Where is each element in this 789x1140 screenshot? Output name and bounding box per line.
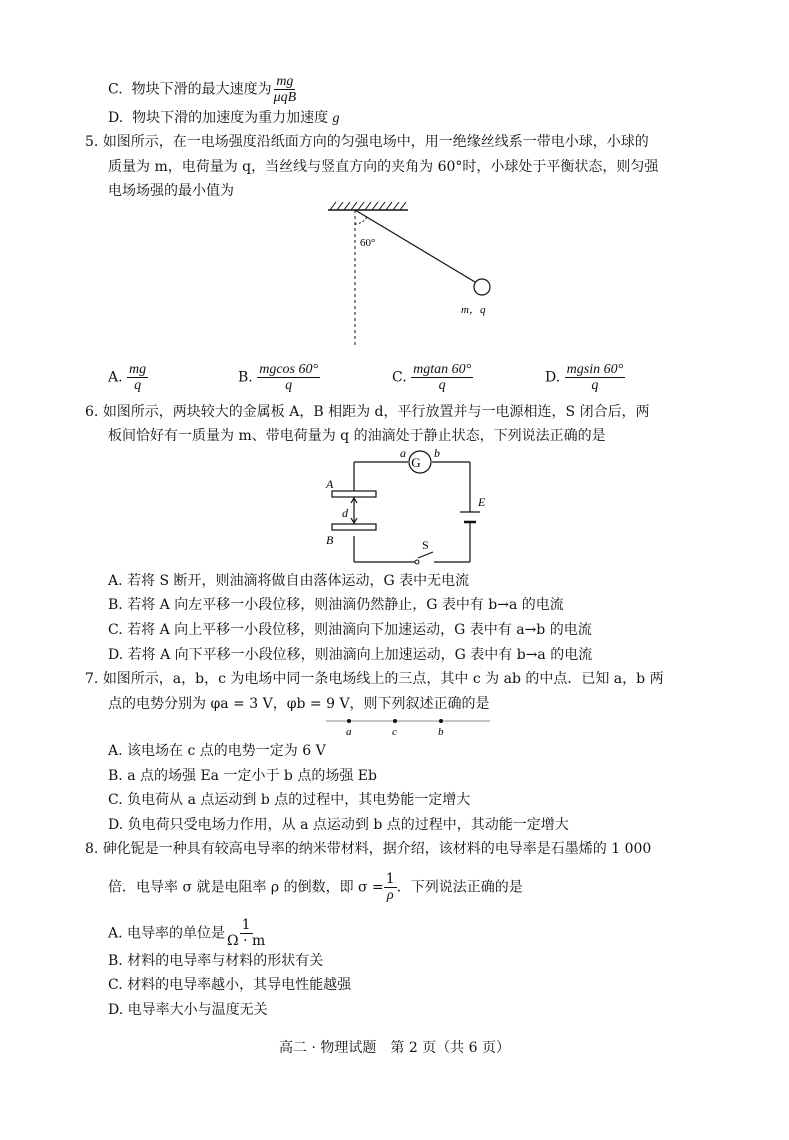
q8-option-c: C. 材料的电导率越小，其导电性能越强: [108, 977, 352, 993]
q5-option-a: A. $\frac{mg}{q}$: [108, 362, 147, 393]
q6-circuit-figure: [322, 446, 492, 566]
q5-pendulum-figure: [320, 200, 520, 350]
q8-option-b: B. 材料的电导率与材料的形状有关: [108, 953, 324, 969]
q8-stem-line1: 8. 砷化铌是一种具有较高电导率的纳米带材料，据介绍，该材料的电导率是石墨烯的 1 000: [85, 841, 652, 857]
q5-option-d: D. $\frac{mgsin 60^\circ}{q}$: [545, 362, 624, 393]
svg-text:b: b: [434, 446, 440, 460]
q6-galvanometer-label: G: [411, 455, 421, 470]
q6-option-c: C. 若将 A 向上平移一小段位移，则油滴向下加速运动，G 表中有 a→b 的电流: [108, 622, 592, 638]
q5-stem-line1: 5. 如图所示，在一电场强度沿纸面方向的匀强电场中，用一绝缘丝线系一带电小球，小球的: [85, 134, 649, 150]
svg-text:c: c: [392, 726, 397, 738]
q8-stem-line2: 倍．电导率 σ 就是电阻率 ρ 的倒数，即 σ = $\frac{1}{\rho}$ ．下列说法正确的是: [108, 871, 523, 903]
svg-text:a: a: [400, 446, 406, 460]
svg-text:a: a: [346, 726, 352, 738]
q5-angle-label: 60°: [360, 237, 376, 249]
q7-option-b: B. a 点的场强 Ea 一定小于 b 点的场强 Eb: [108, 768, 377, 784]
svg-text:E: E: [478, 495, 486, 509]
q7-option-a: A. 该电场在 c 点的电势一定为 6 V: [108, 743, 326, 759]
svg-text:b: b: [438, 726, 444, 738]
page-footer: 高二 · 物理试题 第 2 页（共 6 页）: [279, 1040, 510, 1056]
q6-stem-line2: 板间恰好有一质量为 m、带电荷量为 q 的油滴处于静止状态，下列说法正确的是: [108, 428, 606, 444]
svg-text:B: B: [326, 533, 334, 547]
q6-option-b: B. 若将 A 向左平移一小段位移，则油滴仍然静止，G 表中有 b→a 的电流: [108, 597, 564, 613]
q5-stem-line3: 电场场强的最小值为: [108, 183, 234, 199]
q7-option-c: C. 负电荷从 a 点运动到 b 点的过程中，其电势能一定增大: [108, 792, 471, 808]
q6-stem-line1: 6. 如图所示，两块较大的金属板 A，B 相距为 d，平行放置并与一电源相连，S 闭合后，两: [85, 404, 650, 420]
q4-option-d: D. 物块下滑的加速度为重力加速度 g: [108, 110, 340, 126]
q5-ball-label: m，q: [461, 304, 486, 316]
svg-text:d: d: [342, 506, 348, 520]
q6-option-a: A. 若将 S 断开，则油滴将做自由落体运动，G 表中无电流: [108, 573, 470, 589]
q8-option-a: A. 电导率的单位是 $\frac{1}{\Omega \cdot m}$: [108, 917, 266, 949]
svg-text:S: S: [422, 538, 429, 552]
q5-option-b: B. $\frac{mgcos 60^\circ}{q}$: [238, 362, 319, 393]
q8-option-d: D. 电导率大小与温度无关: [108, 1002, 268, 1018]
q7-stem-line2: 点的电势分别为 φa = 3 V，φb = 9 V，则下列叙述正确的是: [108, 696, 490, 712]
svg-text:A: A: [326, 477, 334, 491]
q6-option-d: D. 若将 A 向下平移一小段位移，则油滴向上加速运动，G 表中有 b→a 的电流: [108, 647, 593, 663]
q4-c-fraction: $\frac{mg}{\text{μqB}}$: [273, 74, 297, 105]
q7-field-line-figure: [324, 712, 494, 740]
q7-stem-line1: 7. 如图所示，a，b，c 为电场中同一条电场线上的三点，其中 c 为 ab 的中点．已知 a，b 两: [85, 671, 664, 687]
q5-stem-line2: 质量为 m，电荷量为 q，当丝线与竖直方向的夹角为 60°时，小球处于平衡状态，则匀强: [108, 159, 659, 175]
q5-option-c: C. $\frac{mgtan 60^\circ}{q}$: [392, 362, 472, 393]
q4-option-c: C. 物块下滑的最大速度为 $\frac{mg}{\text{μqB}}$: [108, 74, 297, 105]
q7-option-d: D. 负电荷只受电场力作用，从 a 点运动到 b 点的过程中，其动能一定增大: [108, 817, 569, 833]
